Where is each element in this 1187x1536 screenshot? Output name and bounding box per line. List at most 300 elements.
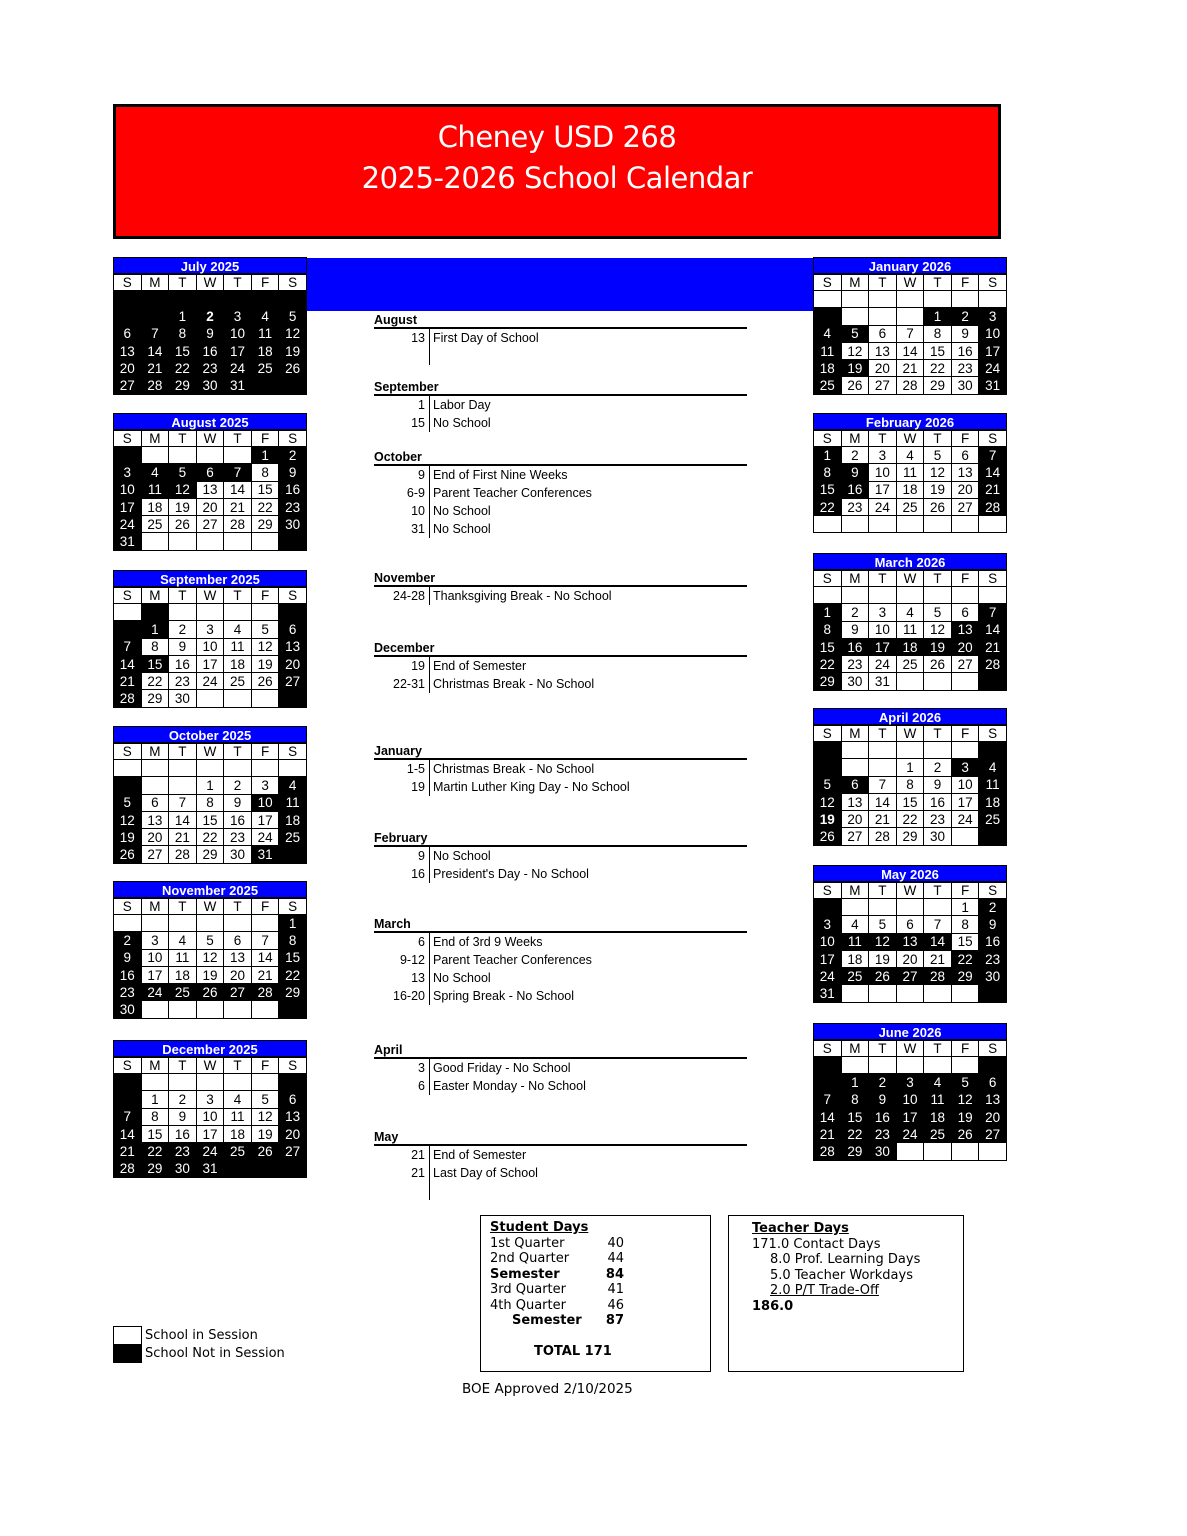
day-cell: 29 xyxy=(841,1143,869,1160)
day-cell: 28 xyxy=(924,968,952,985)
day-cell: 10 xyxy=(196,1108,224,1125)
day-cell xyxy=(841,1057,869,1074)
day-cell: 10 xyxy=(896,1091,924,1108)
day-cell: 29 xyxy=(814,673,842,690)
event-month-section xyxy=(374,450,747,538)
day-cell xyxy=(814,516,842,533)
day-cell: 23 xyxy=(114,984,142,1001)
day-cell: 12 xyxy=(251,1108,279,1125)
event-description: First Day of School xyxy=(433,331,539,345)
day-cell: 21 xyxy=(924,950,952,967)
event-row xyxy=(374,969,747,987)
day-cell: 17 xyxy=(114,498,142,515)
day-cell: 20 xyxy=(869,360,897,377)
day-cell: 14 xyxy=(869,793,897,810)
day-cell: 4 xyxy=(896,447,924,464)
day-cell: 12 xyxy=(869,933,897,950)
day-cell: 4 xyxy=(841,916,869,933)
day-cell: 10 xyxy=(869,621,897,638)
day-cell: 30 xyxy=(924,828,952,845)
month-name: September 2025 xyxy=(113,570,307,587)
day-cell: 1 xyxy=(141,1091,169,1108)
day-cell: 14 xyxy=(251,949,279,966)
day-cell: 3 xyxy=(224,308,252,325)
day-cell: 11 xyxy=(169,949,197,966)
day-cell: 15 xyxy=(196,811,224,828)
day-cell: 24 xyxy=(114,516,142,533)
day-cell: 3 xyxy=(141,932,169,949)
weekday-header: F xyxy=(951,275,979,291)
event-date: 16-20 xyxy=(374,987,430,1005)
quarter-label: 1st Quarter xyxy=(490,1235,565,1251)
day-cell: 25 xyxy=(141,516,169,533)
day-cell: 9 xyxy=(114,949,142,966)
day-cell: 21 xyxy=(869,811,897,828)
day-cell: 22 xyxy=(896,811,924,828)
day-cell: 29 xyxy=(896,828,924,845)
district-name: Cheney USD 268 xyxy=(437,120,677,154)
calendar-year-title: 2025-2026 School Calendar xyxy=(361,161,753,195)
day-cell xyxy=(169,604,197,621)
event-month-name: May xyxy=(374,1130,399,1144)
weekday-header: S xyxy=(279,1058,307,1074)
day-cell: 23 xyxy=(841,656,869,673)
day-cell: 30 xyxy=(841,673,869,690)
day-cell: 5 xyxy=(814,776,842,793)
day-cell: 28 xyxy=(224,516,252,533)
day-cell: 5 xyxy=(841,325,869,342)
day-cell: 15 xyxy=(279,949,307,966)
day-cell: 8 xyxy=(951,916,979,933)
day-cell: 16 xyxy=(279,481,307,498)
day-cell: 6 xyxy=(869,325,897,342)
day-cell: 12 xyxy=(841,342,869,359)
weekday-header: W xyxy=(896,431,924,447)
day-cell: 25 xyxy=(979,811,1007,828)
day-cell: 9 xyxy=(279,464,307,481)
day-cell: 3 xyxy=(979,308,1007,325)
day-cell: 1 xyxy=(169,308,197,325)
day-cell: 25 xyxy=(279,829,307,846)
day-cell: 1 xyxy=(814,604,842,621)
event-description: Parent Teacher Conferences xyxy=(433,486,592,500)
day-cell: 8 xyxy=(279,932,307,949)
weekday-header: W xyxy=(196,431,224,447)
day-cell xyxy=(251,915,279,932)
weekday-header: F xyxy=(951,1041,979,1057)
day-cell: 20 xyxy=(979,1108,1007,1125)
day-cell: 20 xyxy=(951,481,979,498)
day-cell xyxy=(951,1143,979,1160)
day-cell xyxy=(814,1074,842,1091)
day-cell xyxy=(979,1057,1007,1074)
day-cell: 4 xyxy=(814,325,842,342)
weekday-header: S xyxy=(114,431,142,447)
day-cell xyxy=(169,1001,197,1018)
day-cell: 16 xyxy=(224,811,252,828)
day-cell xyxy=(251,690,279,707)
weekday-header: T xyxy=(224,588,252,604)
day-cell: 27 xyxy=(279,1143,307,1160)
day-cell: 10 xyxy=(979,325,1007,342)
quarter-days: 84 xyxy=(605,1266,624,1282)
day-cell xyxy=(114,915,142,932)
day-cell: 12 xyxy=(251,638,279,655)
event-description: No School xyxy=(433,849,491,863)
day-cell: 13 xyxy=(869,342,897,359)
day-cell xyxy=(196,690,224,707)
day-cell xyxy=(979,742,1007,759)
event-date: 1-5 xyxy=(374,760,430,778)
day-cell: 31 xyxy=(251,846,279,863)
month-name: June 2026 xyxy=(813,1023,1007,1040)
day-cell: 14 xyxy=(979,621,1007,638)
day-cell xyxy=(169,777,197,794)
day-cell: 30 xyxy=(114,1001,142,1018)
event-date: 19 xyxy=(374,657,430,675)
event-description: End of Semester xyxy=(433,1148,527,1162)
weekday-header: T xyxy=(924,726,952,742)
day-cell: 21 xyxy=(169,829,197,846)
day-cell: 3 xyxy=(814,916,842,933)
event-description: Martin Luther King Day - No School xyxy=(433,780,630,794)
day-cell: 2 xyxy=(114,932,142,949)
day-cell xyxy=(251,760,279,777)
event-month-name: January xyxy=(374,744,422,758)
event-description: Christmas Break - No School xyxy=(433,677,595,691)
day-cell: 19 xyxy=(251,655,279,672)
day-cell: 16 xyxy=(979,933,1007,950)
month-name: February 2026 xyxy=(813,413,1007,430)
day-cell: 20 xyxy=(279,1125,307,1142)
weekday-header: W xyxy=(196,1058,224,1074)
day-cell: 5 xyxy=(869,916,897,933)
day-cell xyxy=(841,587,869,604)
day-cell: 19 xyxy=(869,950,897,967)
student-days-row xyxy=(490,1298,701,1314)
quarter-label: Semester xyxy=(512,1313,582,1328)
day-cell: 26 xyxy=(814,828,842,845)
contact-days: 171.0 Contact Days xyxy=(752,1236,881,1252)
event-date xyxy=(374,347,430,365)
student-days-total xyxy=(490,1344,701,1360)
day-cell: 1 xyxy=(141,621,169,638)
weekday-header: T xyxy=(224,1058,252,1074)
weekday-header: M xyxy=(841,571,869,587)
day-cell xyxy=(896,742,924,759)
day-cell: 6 xyxy=(951,604,979,621)
day-cell xyxy=(979,985,1007,1002)
day-cell: 5 xyxy=(114,794,142,811)
day-cell xyxy=(951,742,979,759)
weekday-header: S xyxy=(814,1041,842,1057)
event-row xyxy=(374,329,747,347)
day-cell: 3 xyxy=(951,759,979,776)
day-cell: 31 xyxy=(869,673,897,690)
weekday-header: M xyxy=(841,275,869,291)
day-cell: 4 xyxy=(924,1074,952,1091)
weekday-header: T xyxy=(169,431,197,447)
day-cell: 10 xyxy=(114,481,142,498)
total-value: 171 xyxy=(584,1343,612,1359)
weekday-header: T xyxy=(924,571,952,587)
day-cell xyxy=(279,690,307,707)
day-cell: 29 xyxy=(169,377,197,394)
day-cell: 4 xyxy=(279,777,307,794)
day-cell: 7 xyxy=(869,776,897,793)
day-cell: 18 xyxy=(979,793,1007,810)
legend-not-in-session-label: School Not in Session xyxy=(145,1346,285,1361)
day-cell: 22 xyxy=(141,673,169,690)
day-cell: 6 xyxy=(951,447,979,464)
day-cell: 19 xyxy=(924,638,952,655)
event-row xyxy=(374,1146,747,1164)
weekday-header: S xyxy=(979,571,1007,587)
month-calendar xyxy=(113,413,307,551)
teacher-days-total: 186.0 xyxy=(752,1298,794,1314)
event-date: 9 xyxy=(374,847,430,865)
weekday-header: S xyxy=(979,275,1007,291)
quarter-days: 44 xyxy=(607,1251,624,1266)
day-cell: 19 xyxy=(924,481,952,498)
event-date xyxy=(374,1182,430,1200)
day-cell: 25 xyxy=(896,498,924,515)
day-cell: 5 xyxy=(924,604,952,621)
day-cell: 4 xyxy=(896,604,924,621)
day-cell: 28 xyxy=(896,377,924,394)
day-cell: 27 xyxy=(279,673,307,690)
quarter-days: 40 xyxy=(607,1235,624,1251)
day-cell: 11 xyxy=(224,638,252,655)
day-cell xyxy=(224,447,252,464)
day-cell: 27 xyxy=(841,828,869,845)
day-cell: 14 xyxy=(924,933,952,950)
month-name: December 2025 xyxy=(113,1040,307,1057)
event-date: 1 xyxy=(374,396,430,414)
day-cell: 8 xyxy=(141,1108,169,1125)
day-cell: 18 xyxy=(279,811,307,828)
weekday-header: W xyxy=(896,726,924,742)
day-cell: 29 xyxy=(141,690,169,707)
day-cell: 24 xyxy=(251,829,279,846)
weekday-header: T xyxy=(924,883,952,899)
day-cell: 5 xyxy=(251,1091,279,1108)
day-cell: 15 xyxy=(896,793,924,810)
day-cell: 31 xyxy=(196,1160,224,1177)
day-cell xyxy=(141,915,169,932)
day-cell: 17 xyxy=(896,1108,924,1125)
event-row xyxy=(374,466,747,484)
prof-learning-days: 8.0 Prof. Learning Days xyxy=(770,1252,921,1267)
day-cell: 20 xyxy=(114,360,142,377)
event-month-name: February xyxy=(374,831,428,845)
day-cell: 14 xyxy=(814,1108,842,1125)
day-cell: 17 xyxy=(196,1125,224,1142)
day-cell xyxy=(251,533,279,550)
day-cell: 27 xyxy=(896,968,924,985)
event-description: President's Day - No School xyxy=(433,867,589,881)
day-cell: 2 xyxy=(924,759,952,776)
day-cell: 29 xyxy=(141,1160,169,1177)
day-cell: 3 xyxy=(251,777,279,794)
weekday-header: M xyxy=(841,1041,869,1057)
day-cell xyxy=(251,1001,279,1018)
event-row xyxy=(374,1164,747,1182)
day-cell: 15 xyxy=(814,638,842,655)
day-cell: 12 xyxy=(114,811,142,828)
day-cell: 8 xyxy=(251,464,279,481)
day-cell xyxy=(869,899,897,916)
day-cell: 16 xyxy=(169,655,197,672)
weekday-header: M xyxy=(141,588,169,604)
day-cell: 6 xyxy=(196,464,224,481)
day-cell xyxy=(196,291,224,308)
day-cell: 26 xyxy=(196,984,224,1001)
day-cell: 21 xyxy=(224,498,252,515)
day-cell: 15 xyxy=(924,342,952,359)
day-cell xyxy=(814,759,842,776)
quarter-label: Semester xyxy=(490,1266,560,1282)
day-cell: 25 xyxy=(169,984,197,1001)
weekday-header: S xyxy=(814,726,842,742)
month-calendar xyxy=(113,881,307,1019)
event-date: 13 xyxy=(374,969,430,987)
day-cell xyxy=(141,533,169,550)
day-cell: 11 xyxy=(224,1108,252,1125)
day-cell: 5 xyxy=(924,447,952,464)
month-calendar xyxy=(113,257,307,395)
day-cell xyxy=(114,1074,142,1091)
event-month-section xyxy=(374,1130,747,1200)
event-date: 21 xyxy=(374,1164,430,1182)
day-cell xyxy=(169,291,197,308)
weekday-header: S xyxy=(814,431,842,447)
event-description: Labor Day xyxy=(433,398,491,412)
day-cell: 8 xyxy=(814,621,842,638)
event-date: 21 xyxy=(374,1146,430,1164)
day-cell: 19 xyxy=(114,829,142,846)
day-cell xyxy=(814,308,842,325)
event-date: 24-28 xyxy=(374,587,430,605)
event-description xyxy=(430,1182,433,1200)
event-month-name: December xyxy=(374,641,435,655)
day-cell: 20 xyxy=(279,655,307,672)
weekday-header: S xyxy=(814,883,842,899)
weekday-header: S xyxy=(279,588,307,604)
day-cell xyxy=(841,985,869,1002)
day-cell: 26 xyxy=(841,377,869,394)
day-cell: 25 xyxy=(224,1143,252,1160)
day-cell: 2 xyxy=(979,899,1007,916)
day-cell: 30 xyxy=(224,846,252,863)
day-cell: 17 xyxy=(951,793,979,810)
day-cell xyxy=(869,291,897,308)
day-cell xyxy=(951,516,979,533)
day-cell: 26 xyxy=(951,1126,979,1143)
day-cell xyxy=(279,533,307,550)
day-cell xyxy=(251,291,279,308)
day-cell xyxy=(869,1057,897,1074)
weekday-header: T xyxy=(169,899,197,915)
day-cell xyxy=(841,742,869,759)
day-cell: 24 xyxy=(141,984,169,1001)
day-cell: 27 xyxy=(979,1126,1007,1143)
day-cell: 15 xyxy=(814,481,842,498)
day-cell: 22 xyxy=(196,829,224,846)
event-date: 15 xyxy=(374,414,430,432)
event-description: No School xyxy=(433,416,491,430)
day-cell xyxy=(896,899,924,916)
legend-in-session xyxy=(113,1326,258,1345)
day-cell: 8 xyxy=(814,464,842,481)
event-row xyxy=(374,778,747,796)
day-cell: 24 xyxy=(224,360,252,377)
day-cell: 8 xyxy=(196,794,224,811)
day-cell xyxy=(896,587,924,604)
event-date: 9 xyxy=(374,466,430,484)
quarter-days: 87 xyxy=(605,1313,624,1328)
day-cell xyxy=(924,516,952,533)
day-cell: 9 xyxy=(169,1108,197,1125)
month-calendar xyxy=(813,1023,1007,1161)
day-cell: 1 xyxy=(251,447,279,464)
day-cell: 29 xyxy=(251,516,279,533)
event-date: 22-31 xyxy=(374,675,430,693)
day-cell xyxy=(279,1074,307,1091)
day-cell xyxy=(279,1160,307,1177)
event-row xyxy=(374,587,747,605)
day-cell: 5 xyxy=(279,308,307,325)
day-cell: 2 xyxy=(224,777,252,794)
day-cell: 28 xyxy=(814,1143,842,1160)
day-cell: 22 xyxy=(251,498,279,515)
day-cell: 27 xyxy=(869,377,897,394)
day-cell: 5 xyxy=(169,464,197,481)
event-month-name: August xyxy=(374,313,418,327)
month-name: November 2025 xyxy=(113,881,307,898)
event-date: 9-12 xyxy=(374,951,430,969)
day-cell: 24 xyxy=(196,673,224,690)
day-cell xyxy=(896,308,924,325)
day-cell: 19 xyxy=(279,342,307,359)
event-date: 6-9 xyxy=(374,484,430,502)
day-cell: 25 xyxy=(896,656,924,673)
day-cell: 18 xyxy=(896,481,924,498)
total-label: TOTAL xyxy=(534,1343,581,1359)
day-cell xyxy=(279,1001,307,1018)
day-cell: 23 xyxy=(169,673,197,690)
day-cell: 23 xyxy=(951,360,979,377)
event-date: 10 xyxy=(374,502,430,520)
weekday-header: M xyxy=(841,726,869,742)
day-cell xyxy=(951,828,979,845)
day-cell: 25 xyxy=(924,1126,952,1143)
day-cell: 23 xyxy=(979,950,1007,967)
day-cell xyxy=(114,1091,142,1108)
weekday-header: S xyxy=(279,899,307,915)
day-cell: 20 xyxy=(196,498,224,515)
day-cell xyxy=(196,1074,224,1091)
day-cell: 30 xyxy=(979,968,1007,985)
day-cell xyxy=(924,1057,952,1074)
day-cell: 9 xyxy=(841,464,869,481)
day-cell xyxy=(924,587,952,604)
day-cell xyxy=(814,291,842,308)
day-cell: 11 xyxy=(141,481,169,498)
day-cell: 12 xyxy=(924,464,952,481)
day-cell: 2 xyxy=(169,1091,197,1108)
day-cell: 10 xyxy=(196,638,224,655)
